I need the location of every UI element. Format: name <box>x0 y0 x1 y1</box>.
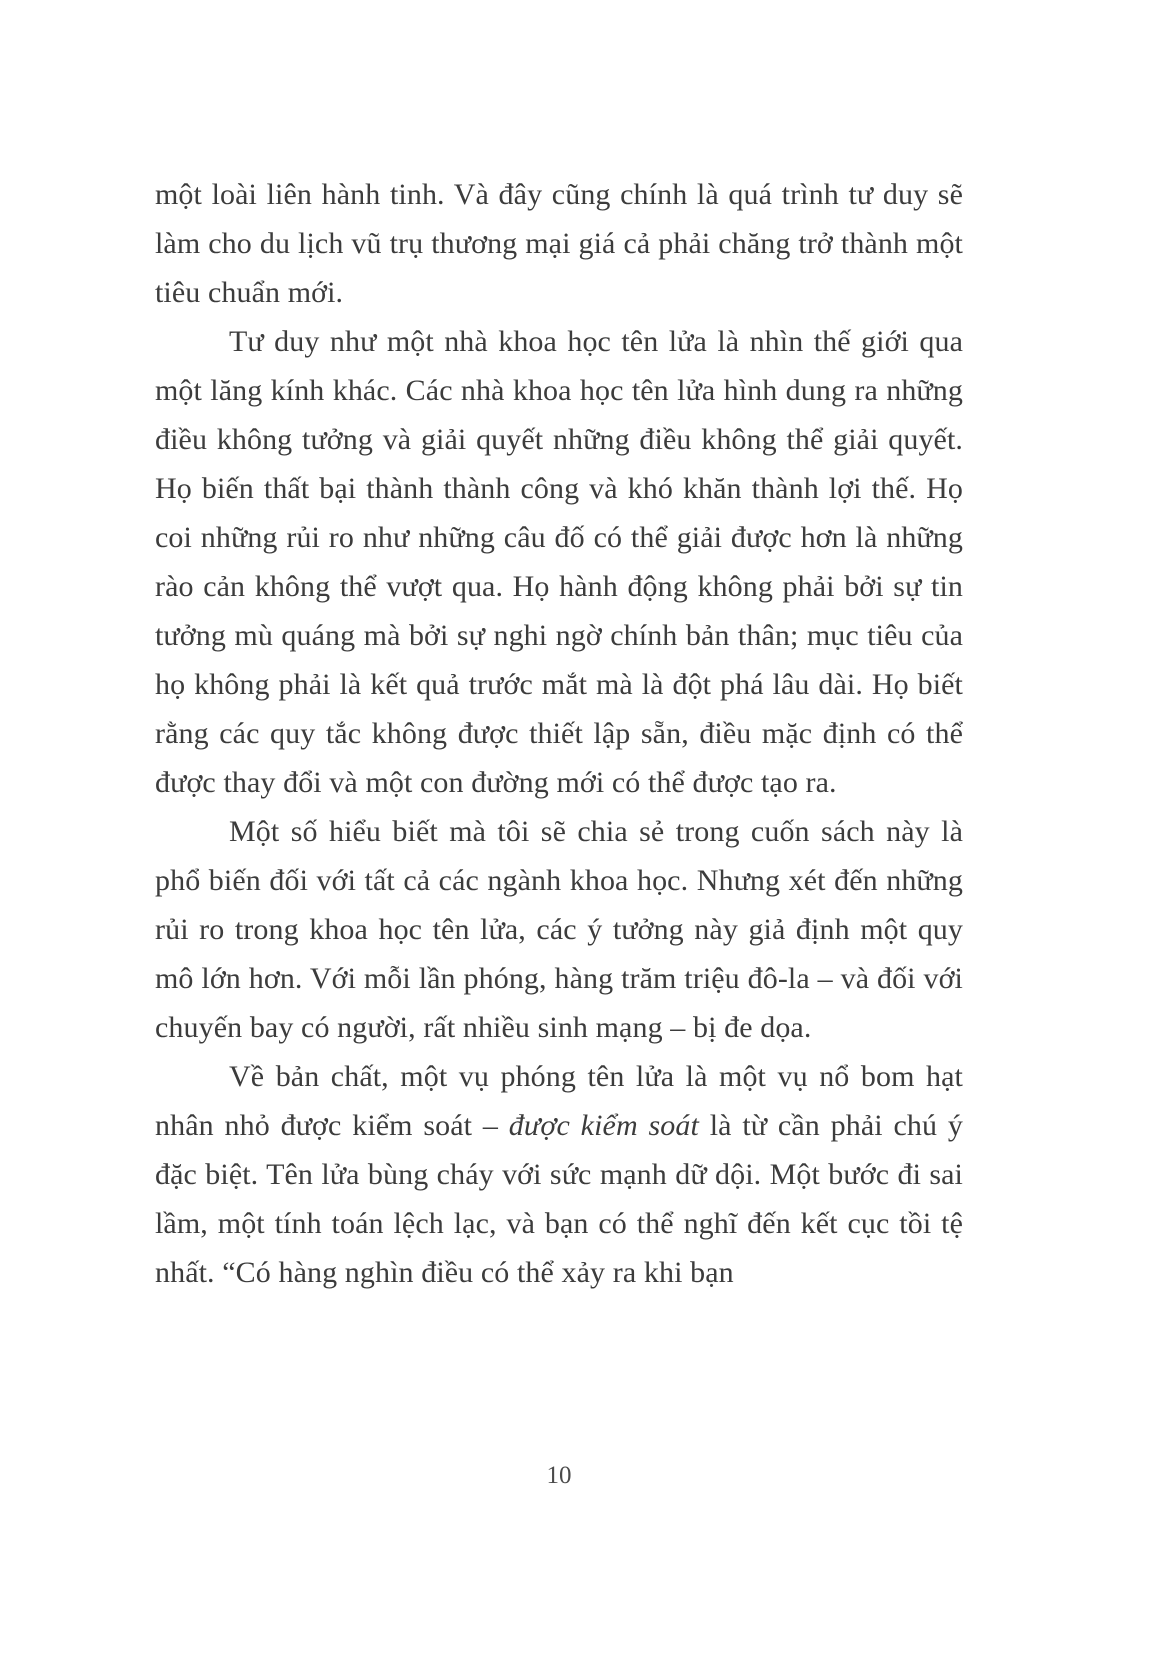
text-segment: Một số hiểu biết mà tôi sẽ chia sẻ trong cuốn sách này là phổ biến đối với tất cả các ngành khoa học. Nhưng xét đến những rủi ro trong khoa học tên lửa, các ý tưởng này giả định một quy mô lớn hơn. Với mỗi lần phóng, hàng trăm triệu đô-la – và đối với chuyến bay có người, rất nhiều sinh mạng – bị đe dọa. <box>155 815 963 1044</box>
text-segment: Tư duy như một nhà khoa học tên lửa là nhìn thế giới qua một lăng kính khác. Các nhà khoa học tên lửa hình dung ra những điều không tưởng và giải quyết những điều không thể giải quyết. Họ biến thất bại thành thành công và khó khăn thành lợi thế. Họ coi những rủi ro như những câu đố có thể giải được hơn là những rào cản không thể vượt qua. Họ hành động không phải bởi sự tin tưởng mù quáng mà bởi sự nghi ngờ chính bản thân; mục tiêu của họ không phải là kết quả trước mắt mà là đột phá lâu dài. Họ biết rằng các quy tắc không được thiết lập sẵn, điều mặc định có thể được thay đổi và một con đường mới có thể được tạo ra. <box>155 325 963 799</box>
page-number: 10 <box>546 1462 572 1489</box>
paragraph <box>155 807 963 1052</box>
page-text <box>155 170 963 1297</box>
paragraph <box>155 1052 963 1297</box>
text-segment: là từ cần phải chú ý đặc biệt. Tên lửa bùng cháy với sức mạnh dữ dội. Một bước đi sai lầm, một tính toán lệch lạc, và bạn có thể nghĩ đến kết cục tồi tệ nhất. “Có hàng nghìn điều có thể xảy ra khi bạn <box>155 1109 963 1289</box>
paragraph <box>155 317 963 807</box>
italic-text-segment: được kiểm soát <box>508 1109 699 1142</box>
text-segment: Về bản chất, một vụ phóng tên lửa là một vụ nổ bom hạt nhân nhỏ được kiểm soát – <box>155 1060 963 1142</box>
paragraph <box>155 170 963 317</box>
text-segment: một loài liên hành tinh. Và đây cũng chính là quá trình tư duy sẽ làm cho du lịch vũ trụ thương mại giá cả phải chăng trở thành một tiêu chuẩn mới. <box>155 178 963 309</box>
